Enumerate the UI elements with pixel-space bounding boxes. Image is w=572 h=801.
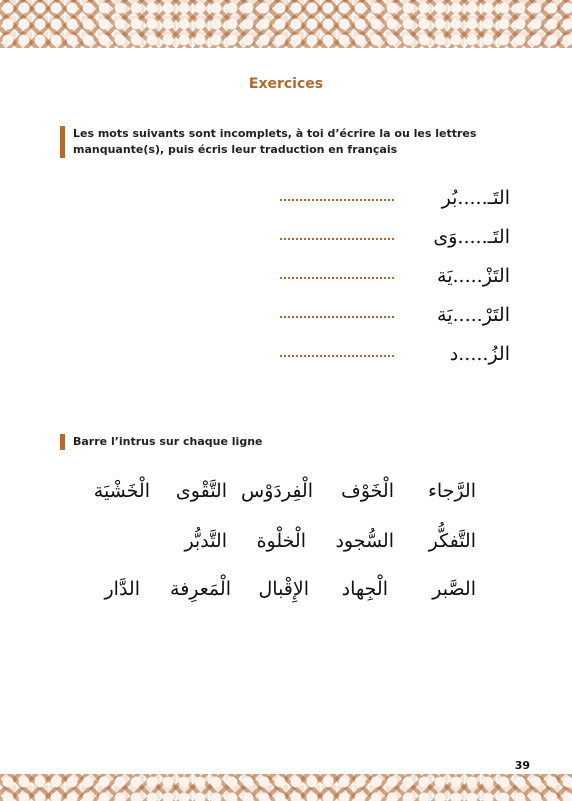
word-item[interactable]: الْمَعرِفة: [170, 578, 231, 600]
answer-line: [280, 199, 394, 201]
intrus-row-2: [90, 530, 476, 562]
exercise2-instruction: Barre l’intrus sur chaque ligne: [60, 434, 533, 450]
arabic-word: التَـ.....بُر: [441, 187, 510, 209]
decorative-bottom-border: [0, 774, 572, 801]
word-item[interactable]: الْخَوْف: [341, 480, 394, 502]
page-title: Exercices: [248, 76, 324, 92]
intrus-row-1: [90, 480, 476, 512]
word-item[interactable]: الصَّبر: [432, 578, 476, 600]
word-item[interactable]: الدَّار: [104, 578, 140, 600]
fill-item-4: [280, 304, 510, 334]
arabic-word: التَـ.....وَى: [433, 226, 510, 248]
arabic-word: التَرْ.....يَة: [437, 304, 510, 326]
answer-line: [280, 316, 394, 318]
page-number: 39: [514, 759, 530, 772]
fill-item-3: [280, 265, 510, 295]
exercise1-instruction: Les mots suivants sont incomplets, à toi d’écrire la ou les lettres manquante(s), puis écris leur traduction en français: [60, 126, 533, 158]
word-item[interactable]: الْجِهاد: [341, 578, 388, 600]
word-item[interactable]: السُّجود: [335, 530, 394, 552]
word-item[interactable]: التَّقْوى: [175, 480, 227, 502]
fill-item-1: [280, 187, 510, 217]
answer-line: [280, 238, 394, 240]
arabic-word: الزُ.....د: [449, 343, 510, 365]
answer-line: [280, 355, 394, 357]
arabic-word: التَزْ.....يَة: [437, 265, 510, 287]
word-item[interactable]: الرَّجاء: [427, 480, 476, 502]
word-item[interactable]: الْخلْوة: [256, 530, 306, 552]
answer-line: [280, 277, 394, 279]
word-item[interactable]: التَّدبُّر: [184, 530, 227, 552]
fill-item-5: [280, 343, 510, 373]
word-item[interactable]: التَّفكُّر: [428, 530, 476, 552]
word-item[interactable]: الْخَشْيَة: [93, 480, 150, 502]
intrus-row-3: [90, 578, 476, 610]
fill-item-2: [280, 226, 510, 256]
decorative-top-border: [0, 0, 572, 48]
word-item[interactable]: الإِقْبال: [258, 578, 309, 600]
word-item[interactable]: الْفِردَوْس: [241, 480, 313, 502]
